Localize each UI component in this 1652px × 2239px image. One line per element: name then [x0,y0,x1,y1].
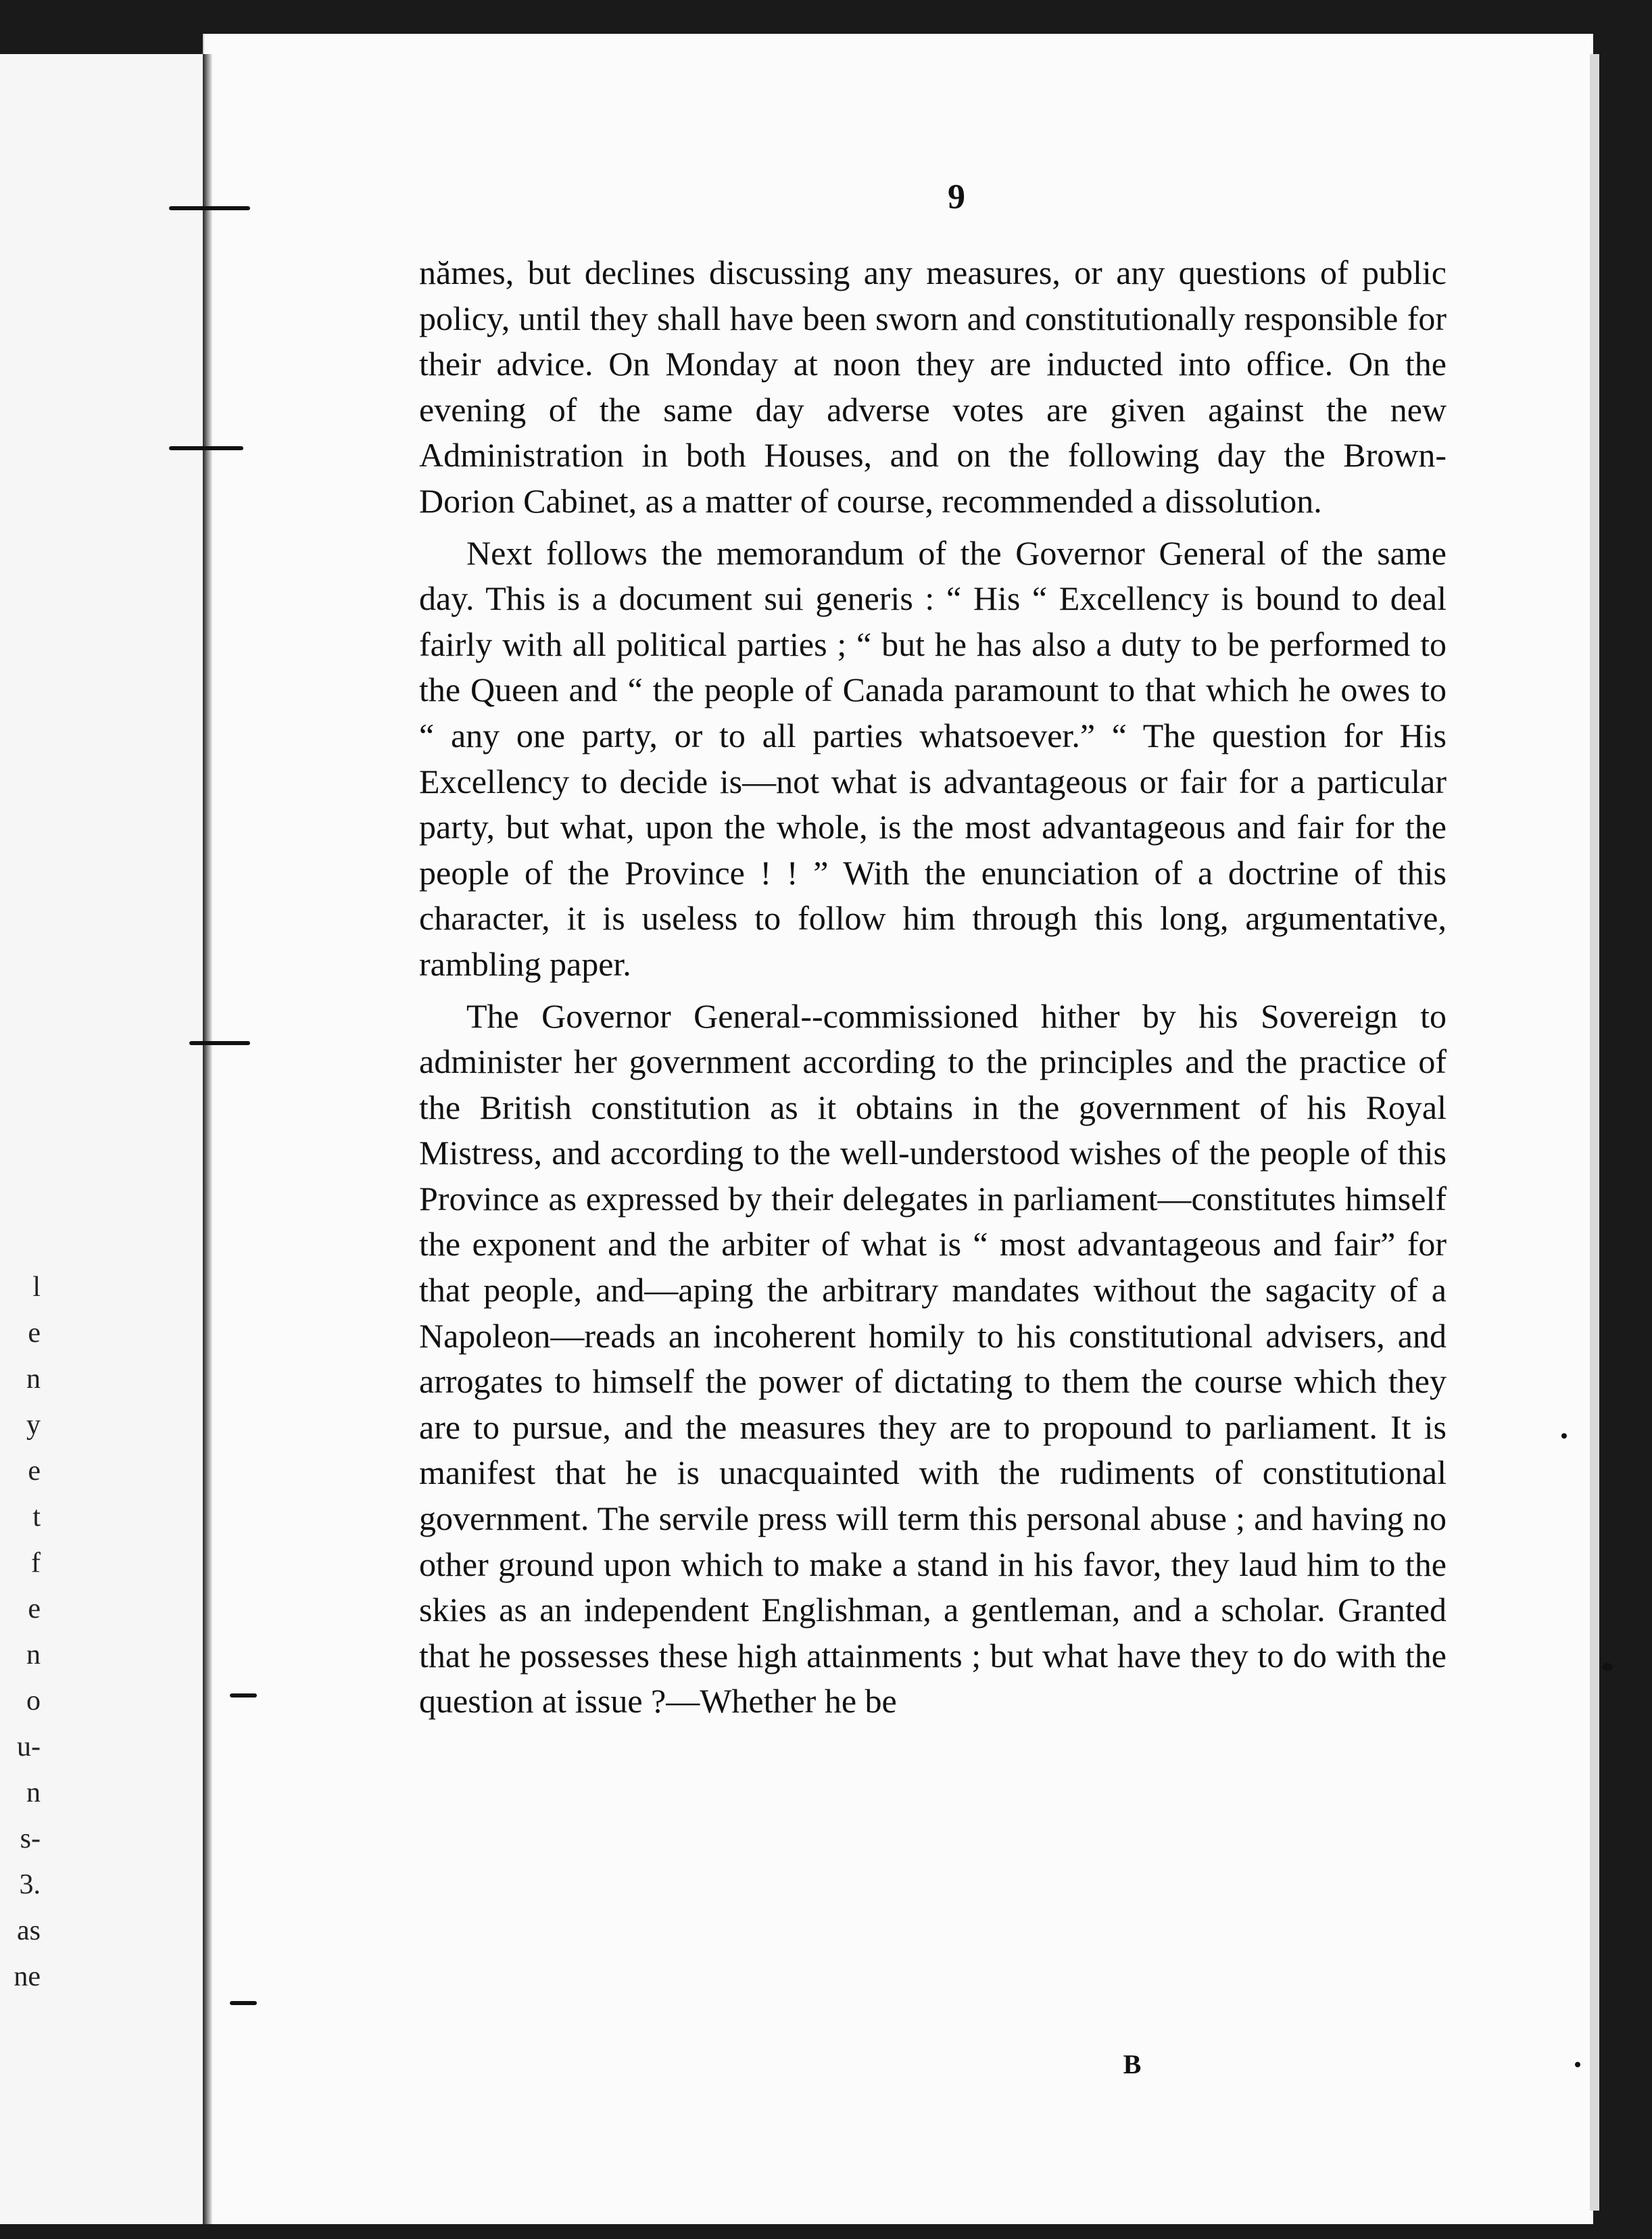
fragment-char: e [28,1455,41,1487]
fragment-char: n [26,1364,41,1395]
fragment-char: as [17,1915,41,1946]
paragraph: nămes, but declines discussing any measures, or any questions of public policy, until they shall have been sworn and constitutionally responsible for their advice. On Monday at noon they are inducted into office. On the evening of the same day adverse votes are given against the new Administration in both Houses, and on the following day the Brown-Dorion Cabinet, as a matter of course, recommended a dissolution. [419,254,1447,520]
binding-stitch [169,446,243,450]
paragraph: The Governor General--commissioned hither by his Sovereign to administer her government according to the principles and the practice of the British constitution as it obtains in the government of his Royal Mistress, and according to the well-understood wishes of the people of this Province as expressed by their delegates in parliament—constitutes himself the exponent and the arbiter of what is “ most advantageous and fair” for that people, and—aping the arbitrary mandates without the sagacity of a Napoleon—reads an incoherent homily to his constitutional advisers, and arrogates to himself the power of dictating to them the course which they are to pursue, and the measures they are to propound to parliament. It is manifest that he is unacquainted with the rudiments of constitutional government. The servile press will term this personal abuse ; and having no other ground upon which to make a stand in his favor, they laud him to the skies as an independent Englishman, a gentleman, and a scholar. Granted that he possesses these high attainments ; but what have they to do with the question at issue ?—Whether he be [419,996,1447,1720]
signature-mark: B [1123,2049,1142,2079]
body-text [419,250,1447,1731]
book-binding [203,54,212,2224]
fragment-char: ne [14,1961,41,1992]
scan-speck [1602,1663,1613,1671]
fragment-char: y [26,1410,41,1441]
fragment-char: l [32,1272,41,1303]
fragment-char: f [31,1547,41,1579]
binding-stitch [169,206,250,210]
binding-stitch [189,1041,250,1045]
fragment-char: s- [20,1823,41,1854]
fragment-char: e [28,1593,41,1624]
page-number: 9 [948,178,965,216]
binding-stitch [230,1693,257,1698]
fragment-char: u- [17,1731,41,1762]
fragment-char: n [26,1639,41,1670]
fragment-char: e [28,1318,41,1349]
scan-speck [1561,1433,1567,1439]
fragment-char: 3. [19,1869,41,1900]
binding-stitch [230,2001,257,2005]
fragment-char: o [26,1685,41,1716]
scan-speck [1575,2062,1580,2067]
page-right-edge [1590,54,1599,2211]
paragraph: Next follows the memorandum of the Governor General of the same day. This is a document sui generis : “ His “ Excellency is bound to deal fairly with all political parties ; “ but he has also a duty to be performed to the Queen and “ the people of Canada paramount to that which he owes to “ any one party, or to all parties whatsoever.” “ The question for His Excellency to decide is—not what is advantageous or fair for a particular party, but what, upon the whole, is the most advantageous and fair for the people of the Province ! ! ” With the enunciation of a doctrine of this character, it is useless to follow him through this long, argumentative, rambling paper. [419,533,1447,983]
fragment-char: t [32,1501,41,1533]
fragment-char: n [26,1777,41,1808]
